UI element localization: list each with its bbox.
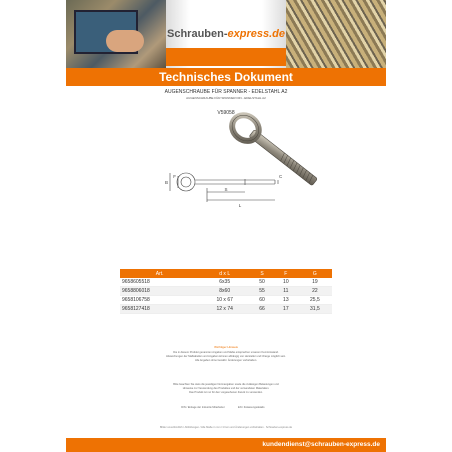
table-row [120, 287, 332, 296]
table-row [120, 278, 332, 287]
product-title: AUGENSCHRAUBE FÜR SPANNER - EDELSTAHL A2 [164, 89, 288, 95]
norm-reference-right: EN / Zulassungsdetails [238, 406, 265, 409]
notice-heading: Wichtiger Hinweis [214, 345, 238, 349]
logo-accent-text: express.de [227, 28, 285, 40]
notice-line: Abweichungen der Maßtabellen und Angaben können abhängig von Hersteller und Charge möglich sein. [166, 355, 286, 358]
notice-line: Alle Angaben ohne Gewähr. Änderungen vorbehalten. [194, 359, 257, 362]
cell-s: 66 [250, 305, 274, 314]
table-header-row [120, 269, 332, 278]
cell-article: 9658605518 [120, 278, 199, 287]
column-header-s: S [250, 269, 274, 278]
cell-f: 10 [274, 278, 298, 287]
label-l: L [238, 203, 242, 208]
cell-s: 50 [250, 278, 274, 287]
cell-g: 25,5 [298, 296, 332, 305]
cell-s: 60 [250, 296, 274, 305]
table-row [120, 296, 332, 305]
cell-g: 19 [298, 278, 332, 287]
table-row [120, 305, 332, 314]
product-code: V59058 [217, 110, 235, 116]
label-b: B [164, 180, 168, 185]
page-title: Technisches Dokument [159, 70, 293, 84]
cell-s: 55 [250, 287, 274, 296]
column-header-f: F [274, 269, 298, 278]
logo-underline [166, 48, 286, 66]
cell-g: 22 [298, 287, 332, 296]
cell-f: 17 [274, 305, 298, 314]
cell-article: 9658806018 [120, 287, 199, 296]
title-banner [66, 68, 386, 86]
norm-reference-left: DIN / Einlage der Industrie Mitarbeiter [181, 406, 225, 409]
product-subtitle: AUGENSCHRAUBE FÜR SPANNER DIN - EDELSTAHL A2 [186, 96, 266, 100]
column-header-art: Art. [120, 269, 199, 278]
header-photo-tools [66, 0, 166, 68]
header [66, 0, 386, 68]
dimension-table [120, 269, 332, 314]
column-header-g: G [298, 269, 332, 278]
technical-drawing [150, 162, 283, 212]
footer-disclaimer: Bilder unverbindlich / Abbildungen / Alle Maße in mm / Irrtum und Änderungen vorbehalten · Schrauben-express.de [159, 426, 293, 429]
cell-f: 13 [274, 296, 298, 305]
notice-line: Die in diesem Produkt genannten Angaben und Maße entsprechen unserem Kenntnisstand. [173, 351, 279, 354]
label-c: C [279, 174, 283, 179]
logo-main-text: Schrauben- [167, 28, 228, 40]
contact-email-link[interactable]: kundendienst@schrauben-express.de [262, 441, 380, 448]
cell-article: 9658106758 [120, 296, 199, 305]
cell-size: 8x60 [199, 287, 250, 296]
notice-line: Bitte beachten Sie stets die jeweiligen Normangaben sowie die zulässigen Belastungen und [173, 383, 279, 386]
label-s: S [224, 187, 228, 192]
column-header-size: d x L [199, 269, 250, 278]
notice-line: Hinweise zur Verwendung des Produktes und der verwendeten Materialien. [182, 387, 270, 390]
cell-article: 9658127418 [120, 305, 199, 314]
notice-line: Das Produkt ist nur für den vorgesehenen Zweck zu verwenden. [189, 391, 263, 394]
label-f: F [173, 174, 176, 179]
cell-g: 31,5 [298, 305, 332, 314]
cell-size: 10 x 67 [199, 296, 250, 305]
cell-size: 12 x 74 [199, 305, 250, 314]
cell-f: 11 [274, 287, 298, 296]
footer-bar [66, 438, 386, 452]
brand-logo[interactable] [166, 28, 286, 40]
cell-size: 6x35 [199, 278, 250, 287]
header-photo-screws [286, 0, 386, 68]
